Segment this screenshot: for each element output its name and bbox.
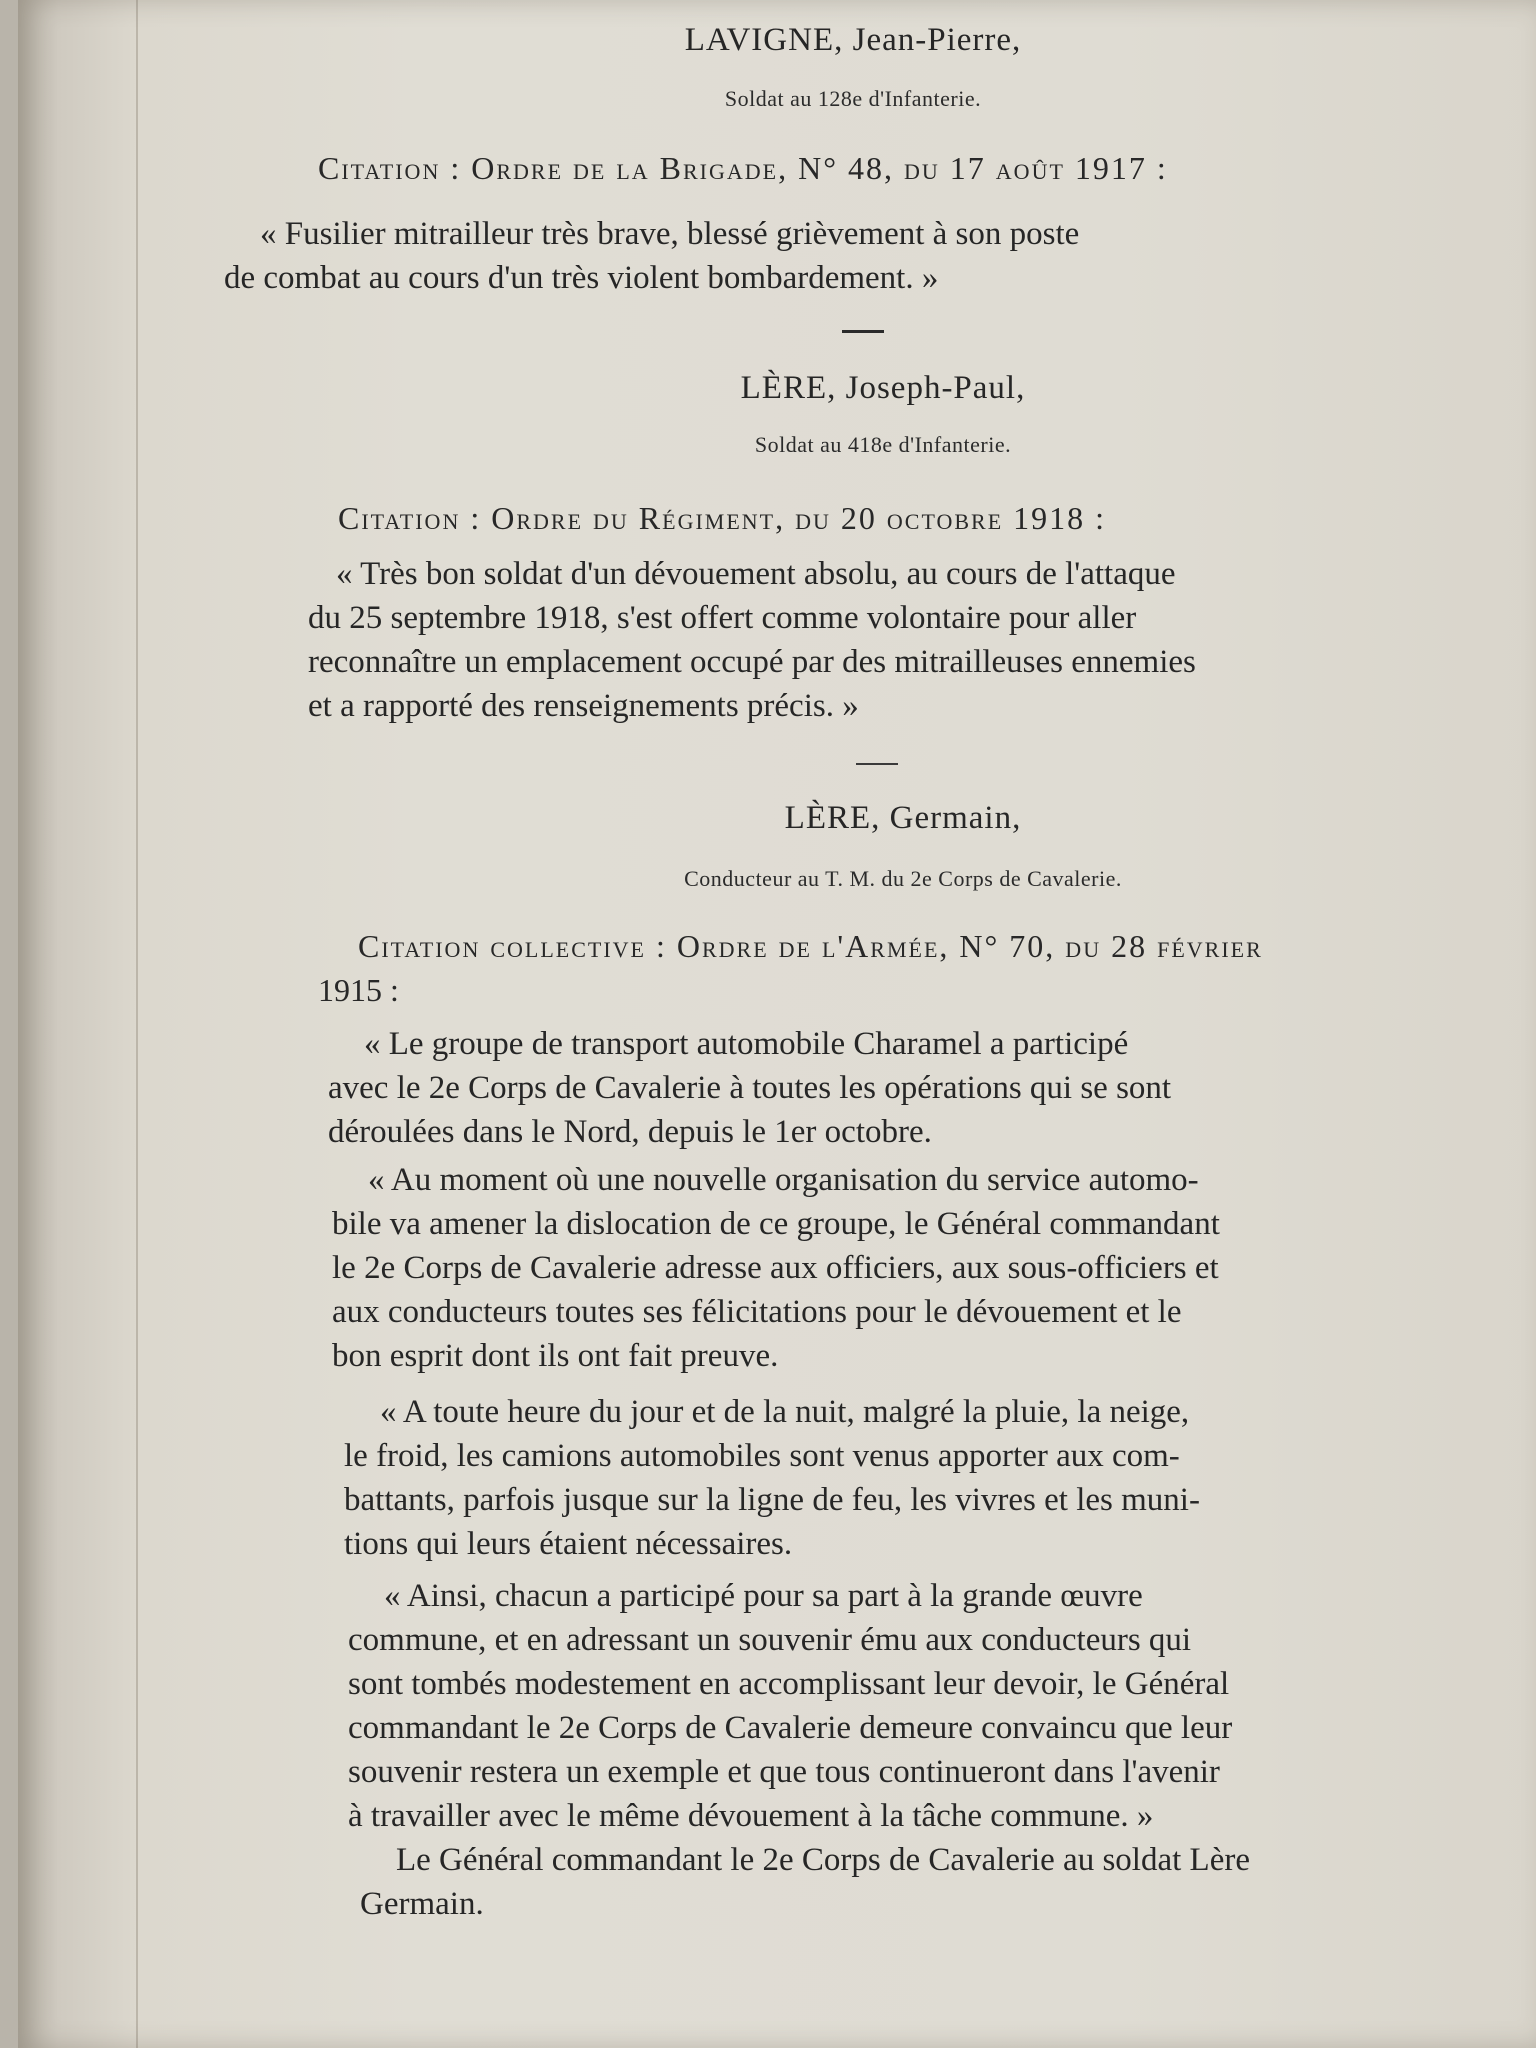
- citation-heading: [338, 500, 1106, 537]
- entry-name: LÈRE, Joseph-Paul,: [740, 370, 1026, 406]
- text-line: sont tombés modestement en accomplissant leur devoir, le Général: [348, 1666, 1230, 1702]
- separator-rule: [856, 763, 898, 765]
- text-line: souvenir restera un exemple et que tous continueront dans l'avenir: [348, 1754, 1220, 1790]
- text-line: « Le groupe de transport automobile Charamel a participé: [364, 1026, 1129, 1062]
- separator-rule: [842, 330, 884, 333]
- entry-name: LAVIGNE, Jean-Pierre,: [684, 22, 1022, 58]
- entry-rank: Soldat au 418e d'Infanterie.: [754, 432, 1012, 457]
- text-line: « Ainsi, chacun a participé pour sa part à la grande œuvre: [384, 1578, 1143, 1614]
- citation-heading-text: Citation collective : Ordre de l'Armée, N° 70, du 28 février: [358, 928, 1263, 964]
- text-line: reconnaître un emplacement occupé par des mitrailleuses ennemies: [308, 644, 1196, 680]
- citation-heading-text: 1915 :: [318, 972, 399, 1008]
- text-line: bile va amener la dislocation de ce groupe, le Général commandant: [332, 1206, 1220, 1242]
- text-line: « Fusilier mitrailleur très brave, blessé grièvement à son poste: [260, 216, 1080, 252]
- text-line: à travailler avec le même dévouement à la tâche commune. »: [348, 1798, 1154, 1834]
- text-line: commandant le 2e Corps de Cavalerie demeure convaincu que leur: [348, 1710, 1233, 1746]
- citation-paragraph: [332, 1158, 1418, 1378]
- entry-name: LÈRE, Germain,: [784, 800, 1022, 836]
- citation-heading: [358, 928, 1263, 965]
- entry-rank: Conducteur au T. M. du 2e Corps de Cavalerie.: [684, 866, 1122, 891]
- page-content: [224, 0, 1418, 2048]
- text-line: « A toute heure du jour et de la nuit, malgré la pluie, la neige,: [380, 1394, 1190, 1430]
- text-line: de combat au cours d'un très violent bombardement. »: [224, 260, 939, 296]
- text-line: tions qui leurs étaient nécessaires.: [344, 1526, 793, 1562]
- text-line: déroulées dans le Nord, depuis le 1er octobre.: [328, 1114, 932, 1150]
- citation-heading: [318, 150, 1168, 187]
- entry-rank: Soldat au 128e d'Infanterie.: [724, 86, 982, 111]
- text-line: Le Général commandant le 2e Corps de Cavalerie au soldat Lère: [396, 1842, 1250, 1878]
- citation-paragraph: [328, 1022, 1418, 1154]
- text-line: battants, parfois jusque sur la ligne de feu, les vivres et les muni-: [344, 1482, 1200, 1518]
- citation-paragraph: [344, 1390, 1418, 1566]
- text-line: le froid, les camions automobiles sont venus apporter aux com-: [344, 1438, 1180, 1474]
- citation-heading-text: Citation : Ordre du Régiment, du 20 octobre 1918 :: [338, 500, 1107, 536]
- text-line: aux conducteurs toutes ses félicitations pour le dévouement et le: [332, 1294, 1182, 1330]
- text-line: et a rapporté des renseignements précis. »: [308, 688, 859, 724]
- citation-text: [308, 552, 1418, 728]
- citation-paragraph: [360, 1838, 1418, 1926]
- citation-heading-continued: [318, 972, 399, 1009]
- text-line: le 2e Corps de Cavalerie adresse aux officiers, aux sous-officiers et: [332, 1250, 1219, 1286]
- text-line: commune, et en adressant un souvenir ému aux conducteurs qui: [348, 1622, 1192, 1658]
- book-page: [18, 0, 1536, 2048]
- page-gutter: [18, 0, 168, 2048]
- text-line: avec le 2e Corps de Cavalerie à toutes les opérations qui se sont: [328, 1070, 1172, 1106]
- citation-text: [224, 212, 1354, 300]
- citation-paragraph: [348, 1574, 1418, 1838]
- text-line: « Au moment où une nouvelle organisation du service automo-: [368, 1162, 1199, 1198]
- text-line: du 25 septembre 1918, s'est offert comme volontaire pour aller: [308, 600, 1137, 636]
- text-line: bon esprit dont ils ont fait preuve.: [332, 1338, 779, 1374]
- citation-heading-text: Citation : Ordre de la Brigade, N° 48, du 17 août 1917 :: [318, 150, 1168, 186]
- text-line: Germain.: [360, 1886, 484, 1922]
- text-line: « Très bon soldat d'un dévouement absolu, au cours de l'attaque: [336, 556, 1176, 592]
- gutter-crease: [136, 0, 138, 2048]
